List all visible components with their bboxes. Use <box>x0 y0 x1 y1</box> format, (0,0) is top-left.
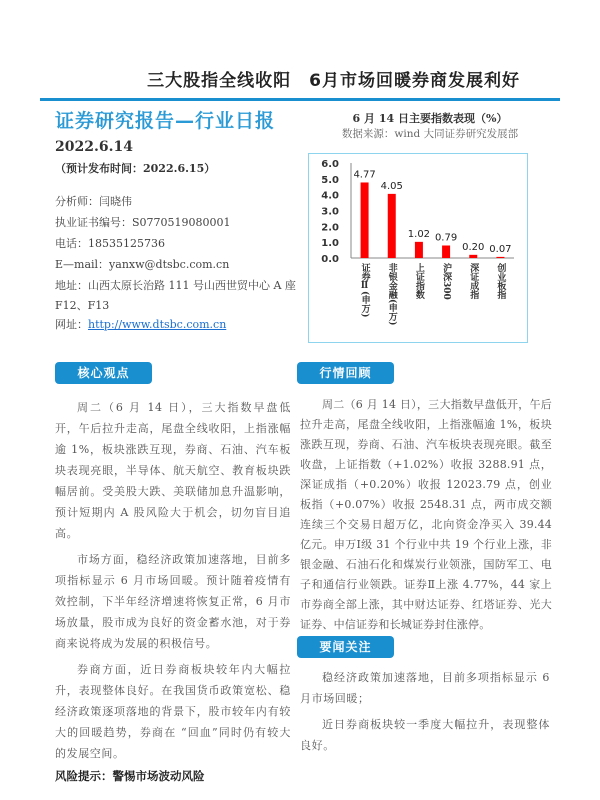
report-date: 2022.6.14 <box>55 139 133 155</box>
data-label: 4.05 <box>380 180 403 192</box>
x-tick-label: 创业板指 <box>495 263 506 299</box>
website-label: 网址： <box>55 318 88 331</box>
x-tick-label: 深证成指 <box>468 263 479 299</box>
bar <box>388 194 396 258</box>
risk-warning: 风险提示：警惕市场波动风险 <box>55 769 205 783</box>
report-type-title: 证券研究报告—行业日报 <box>55 110 276 132</box>
news-paragraph: 近日券商板块较一季度大幅拉升，表现整体良好。 <box>300 718 550 752</box>
core-paragraph: 券商方面，近日券商板块较年内大幅拉升，表现整体良好。在我国货币政策宽松、稳经济政策逐项落地的背景下，股市较年内有较大的回暖趋势，券商在 “回血”同时仍有较大的发展空间。 <box>55 663 291 760</box>
y-tick-label: 4.0 <box>321 190 339 202</box>
bar-chart <box>309 154 526 341</box>
header-rule <box>40 98 560 101</box>
address: 地址：山西太原长治路 111 号山西世贸中心 A 座 <box>55 279 296 292</box>
data-label: 1.02 <box>407 228 431 240</box>
data-label: 0.20 <box>462 241 485 253</box>
chart-title: 6 月 14 日主要指数表现（%） <box>352 112 508 125</box>
core-paragraph: 周二（6 月 14 日），三大指数早盘低开，午后拉升走高，尾盘全线收阳，上指涨幅逾 1%，板块涨跌互现，券商、石油、汽车板块表现亮眼，半导体、航天航空、教育板块跌幅居前。受美股大跌、美联储加息升温影响，预计短期内 A 股风险大于机会，切勿盲目追高。 <box>55 401 291 540</box>
website-link[interactable]: http://www.dtsbc.com.cn <box>88 318 227 331</box>
section-news-heading: 要闻关注 <box>297 636 394 658</box>
y-tick-label: 2.0 <box>321 222 339 234</box>
bar <box>415 242 423 258</box>
bar <box>361 182 369 258</box>
x-tick-label: 证券Ⅱ(申万) <box>359 263 370 318</box>
y-tick-label: 3.0 <box>321 206 339 218</box>
bar <box>442 245 450 258</box>
license-number: 执业证书编号：S0770519080001 <box>55 216 231 229</box>
publish-date: （预计发布时间：2022.6.15） <box>55 162 216 175</box>
x-tick-label: 沪深300 <box>441 263 452 300</box>
bar <box>469 255 477 258</box>
news-paragraph: 稳经济政策加速落地，目前多项指标显示 6 月市场回暖； <box>300 671 550 705</box>
data-label: 0.07 <box>489 243 512 255</box>
chart-source: 数据来源：wind 大同证券研究发展部 <box>341 128 519 140</box>
y-tick-label: 5.0 <box>321 174 339 186</box>
email: E—mail：yanxw@dtsbc.com.cn <box>55 258 230 271</box>
y-tick-label: 6.0 <box>321 159 339 170</box>
section-core-heading: 核心观点 <box>55 362 152 384</box>
y-tick-label: 0.0 <box>321 254 339 265</box>
section-review-heading: 行情回顾 <box>297 362 394 384</box>
document-title: 三大股指全线收阳 6月市场回暖券商发展利好 <box>147 71 520 91</box>
x-tick-label: 非银金融(申万) <box>386 263 397 326</box>
review-paragraph: 周二（6 月 14 日），三大指数早盘低开，午后拉升走高，尾盘全线收阳，上指涨幅逾 1%，板块涨跌互现，券商、石油、汽车板块表现亮眼。截至收盘，上证指数（+1.02%）收报 3288.91 点，深证成指（+0.20%）收报 12023.79 点，创业板指（+0.07%）收报 2548.31 点，两市成交额连续三个交易日超万亿，北向资金净买入 39.44 亿元。申万Ⅰ级 31 个行业中共 19 个行业上涨，非银金融、石油石化和煤炭行业领涨，国防军工、电子和通信行业领跌。证券Ⅱ上涨 4.77%，44 家上市券商全部上涨，其中财达证券、红塔证券、光大证券、中信证券和长城证券封住涨停。 <box>300 398 552 631</box>
chart-frame <box>308 153 528 343</box>
y-tick-label: 1.0 <box>321 238 339 250</box>
website-row <box>55 316 226 332</box>
data-label: 4.77 <box>353 169 376 181</box>
core-paragraph: 市场方面，稳经济政策加速落地，目前多项指标显示 6 月市场回暖。预计随着疫情有效控制，下半年经济增速将恢复正常，6 月市场放量，股市成为良好的资金蓄水池，对于券商来说将成为发展的积极信号。 <box>55 553 291 650</box>
data-label: 0.79 <box>434 232 458 244</box>
analyst: 分析师：闫晓伟 <box>55 195 132 208</box>
address-floor: F12、F13 <box>55 299 110 312</box>
phone: 电话：18535125736 <box>55 237 165 250</box>
bar <box>496 257 504 258</box>
x-tick-label: 上证指数 <box>413 263 424 299</box>
